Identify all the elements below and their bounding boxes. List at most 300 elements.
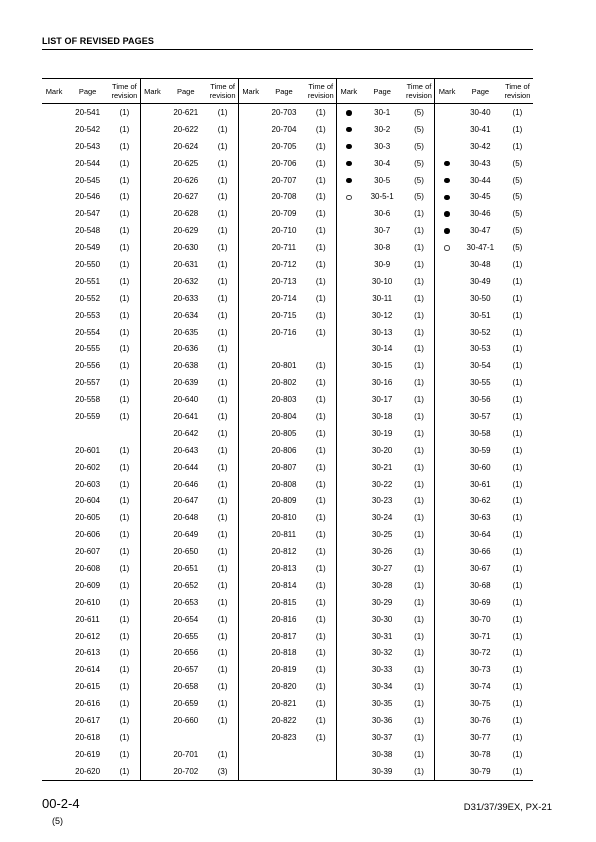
mark-cell xyxy=(238,172,262,189)
mark-cell xyxy=(140,256,164,273)
revision-cell: (1) xyxy=(315,175,326,185)
revision-cell: (1) xyxy=(315,699,326,709)
revision-cell: (1) xyxy=(217,479,228,489)
revision-cell: (1) xyxy=(512,496,523,506)
page-cell: 20-602 xyxy=(75,462,101,472)
mark-cell xyxy=(140,121,164,138)
mark-cell xyxy=(140,357,164,374)
mark-cell xyxy=(435,729,459,746)
page-cell: 30-51 xyxy=(470,310,491,320)
revision-cell: (5) xyxy=(512,158,523,168)
page-cell: 20-632 xyxy=(173,276,199,286)
page-cell xyxy=(262,746,305,763)
page-cell: 20-556 xyxy=(75,361,101,371)
page-cell: 20-629 xyxy=(173,226,199,236)
revision-cell: (1) xyxy=(217,513,228,523)
revision-cell: (1) xyxy=(217,276,228,286)
mark-cell xyxy=(337,492,361,509)
mark-cell xyxy=(435,239,459,256)
revision-cell: (1) xyxy=(119,614,130,624)
revision-cell: (1) xyxy=(414,378,424,388)
page-cell: 20-646 xyxy=(173,479,199,489)
mark-cell xyxy=(337,239,361,256)
mark-cell xyxy=(337,340,361,357)
page-cell: 20-702 xyxy=(164,763,207,780)
page-cell: 20-627 xyxy=(173,192,199,202)
revision-cell: (1) xyxy=(315,276,326,286)
page-cell: 20-631 xyxy=(173,259,199,269)
mark-cell xyxy=(42,256,66,273)
mark-cell xyxy=(238,340,262,357)
page-cell: 20-823 xyxy=(271,732,297,742)
page-cell: 30-61 xyxy=(470,479,491,489)
page-cell: 20-710 xyxy=(271,226,297,236)
mark-cell xyxy=(140,239,164,256)
page-cell: 20-819 xyxy=(271,665,297,675)
page-cell: 20-648 xyxy=(173,513,199,523)
revision-cell: (1) xyxy=(315,462,326,472)
page-cell: 30-77 xyxy=(470,732,491,742)
mark-cell xyxy=(435,695,459,712)
revision-cell: (1) xyxy=(315,310,326,320)
page-cell: 20-639 xyxy=(173,378,199,388)
page-cell: 20-603 xyxy=(75,479,101,489)
mark-cell xyxy=(140,391,164,408)
revision-cell: (1) xyxy=(119,749,130,759)
table-row xyxy=(42,645,533,662)
page-cell: 20-812 xyxy=(271,547,297,557)
page-cell: 20-641 xyxy=(173,411,199,421)
page-cell: 30-64 xyxy=(470,530,491,540)
page-cell: 30-16 xyxy=(371,378,393,388)
revision-cell: (1) xyxy=(119,192,130,202)
page-cell: 30-57 xyxy=(470,411,491,421)
page-cell: 20-555 xyxy=(75,344,101,354)
revision-cell: (1) xyxy=(217,395,228,405)
page-cell: 30-47-1 xyxy=(466,243,495,253)
page-cell: 30-37 xyxy=(371,732,393,742)
revision-cell: (1) xyxy=(315,411,326,421)
page-cell: 30-58 xyxy=(470,428,491,438)
mark-cell xyxy=(435,476,459,493)
mark-cell xyxy=(42,188,66,205)
mark-cell xyxy=(140,729,164,746)
revision-cell: (1) xyxy=(512,513,523,523)
page-cell: 30-24 xyxy=(371,513,393,523)
page-cell: 20-660 xyxy=(173,716,199,725)
revision-cell: (1) xyxy=(119,716,130,725)
page-cell: 30-62 xyxy=(470,496,491,506)
revision-cell: (1) xyxy=(315,530,326,540)
header-label-line-1: Time of xyxy=(210,82,235,91)
mark-cell xyxy=(435,172,459,189)
revision-cell: (1) xyxy=(119,361,130,371)
mark-cell xyxy=(42,357,66,374)
mark-cell xyxy=(42,340,66,357)
revision-cell: (1) xyxy=(119,631,130,641)
revision-cell: (1) xyxy=(217,158,228,168)
mark-cell xyxy=(435,442,459,459)
page-cell: 30-47 xyxy=(470,226,491,236)
revision-cell: (1) xyxy=(315,682,326,692)
page-cell: 30-33 xyxy=(371,665,393,675)
mark-cell xyxy=(238,476,262,493)
mark-cell xyxy=(42,509,66,526)
revision-cell: (1) xyxy=(512,276,523,286)
revision-cell: (1) xyxy=(512,462,523,472)
table-row xyxy=(42,509,533,526)
mark-cell xyxy=(140,408,164,425)
mark-cell xyxy=(337,425,361,442)
mark-cell xyxy=(238,763,262,780)
mark-cell xyxy=(435,374,459,391)
page-cell: 30-50 xyxy=(470,293,491,303)
page-cell: 20-804 xyxy=(271,411,297,421)
mark-cell xyxy=(435,746,459,763)
table-row xyxy=(42,121,533,138)
mark-cell xyxy=(238,205,262,222)
mark-cell xyxy=(42,121,66,138)
table-row xyxy=(42,408,533,425)
page-cell: 20-806 xyxy=(271,445,297,455)
mark-cell xyxy=(42,712,66,729)
mark-cell xyxy=(140,678,164,695)
page-cell: 30-42 xyxy=(470,141,491,151)
page-cell: 30-15 xyxy=(371,361,393,371)
revision-cell: (1) xyxy=(414,310,424,320)
revision-cell: (1) xyxy=(315,226,326,236)
mark-cell xyxy=(42,492,66,509)
revision-cell: (1) xyxy=(315,395,326,405)
table-row xyxy=(42,425,533,442)
page-cell: 30-38 xyxy=(371,749,393,759)
revision-cell: (1) xyxy=(217,327,228,337)
page-cell: 20-609 xyxy=(75,580,101,590)
filled-circle-mark-icon xyxy=(444,228,450,234)
mark-cell xyxy=(238,594,262,611)
mark-cell xyxy=(337,138,361,155)
mark-cell xyxy=(337,188,361,205)
mark-cell xyxy=(140,712,164,729)
page-cell: 30-70 xyxy=(470,614,491,624)
mark-cell xyxy=(435,560,459,577)
mark-cell xyxy=(140,611,164,628)
revision-cell: (1) xyxy=(315,243,326,253)
page-cell: 30-35 xyxy=(371,699,393,709)
header-label-line-2: revision xyxy=(307,91,334,100)
col-header-page: Page xyxy=(262,79,305,104)
revision-cell: (1) xyxy=(414,293,424,303)
mark-cell xyxy=(140,307,164,324)
mark-cell xyxy=(435,273,459,290)
mark-cell xyxy=(140,138,164,155)
mark-cell xyxy=(42,628,66,645)
revision-cell: (1) xyxy=(512,411,523,421)
title-divider xyxy=(42,49,533,50)
revision-cell: (1) xyxy=(217,631,228,641)
table-row xyxy=(42,307,533,324)
table-row xyxy=(42,543,533,560)
page-cell: 20-620 xyxy=(66,763,109,780)
revision-cell: (1) xyxy=(119,209,130,219)
filled-circle-mark-icon xyxy=(444,195,450,201)
mark-cell xyxy=(238,188,262,205)
mark-cell xyxy=(238,391,262,408)
page-cell: 30-8 xyxy=(374,243,391,253)
page-cell: 30-72 xyxy=(470,648,491,658)
revision-cell: (1) xyxy=(315,327,326,337)
revision-cell: (1) xyxy=(217,547,228,557)
table-row xyxy=(42,661,533,678)
mark-cell xyxy=(337,273,361,290)
mark-cell xyxy=(238,661,262,678)
table-row xyxy=(42,104,533,121)
revision-cell: (1) xyxy=(512,107,523,117)
mark-cell xyxy=(435,340,459,357)
col-header-mark: Mark xyxy=(435,79,459,104)
mark-cell xyxy=(337,577,361,594)
page-cell: 20-549 xyxy=(75,243,101,253)
revision-cell: (1) xyxy=(414,648,424,658)
mark-cell xyxy=(238,746,262,763)
mark-cell xyxy=(140,526,164,543)
revision-cell: (1) xyxy=(217,141,228,151)
mark-cell xyxy=(42,695,66,712)
mark-cell xyxy=(435,661,459,678)
mark-cell xyxy=(238,645,262,662)
table-row xyxy=(42,324,533,341)
col-header-time-of-revision xyxy=(502,79,533,104)
revision-cell: (1) xyxy=(512,293,523,303)
mark-cell xyxy=(435,526,459,543)
page-cell: 20-811 xyxy=(271,530,297,540)
page-cell: 30-53 xyxy=(470,344,491,354)
mark-cell xyxy=(337,645,361,662)
mark-cell xyxy=(140,509,164,526)
revision-cell: (1) xyxy=(217,580,228,590)
page-cell: 30-49 xyxy=(470,276,491,286)
revision-cell: (1) xyxy=(512,141,523,151)
revision-cell: (1) xyxy=(119,243,130,253)
mark-cell xyxy=(42,763,66,780)
page-cell: 30-7 xyxy=(374,226,391,236)
revision-cell: (1) xyxy=(217,648,228,658)
page-cell: 20-551 xyxy=(75,276,101,286)
page-cell: 20-820 xyxy=(271,682,297,692)
page-cell: 20-604 xyxy=(75,496,101,506)
revision-cell: (1) xyxy=(217,445,228,455)
revision-cell: (5) xyxy=(512,226,523,236)
mark-cell xyxy=(337,509,361,526)
page-cell: 20-821 xyxy=(271,699,297,709)
table-row xyxy=(42,611,533,628)
mark-cell xyxy=(42,476,66,493)
mark-cell xyxy=(435,611,459,628)
mark-cell xyxy=(42,290,66,307)
page-cell: 30-6 xyxy=(374,209,391,219)
revision-cell: (1) xyxy=(119,445,130,455)
page-cell: 20-545 xyxy=(75,175,101,185)
mark-cell xyxy=(238,121,262,138)
revision-cell: (1) xyxy=(315,361,326,371)
page-cell: 30-68 xyxy=(470,580,491,590)
page-cell: 20-707 xyxy=(271,175,297,185)
revision-cell: (5) xyxy=(414,175,424,185)
revision-cell: (1) xyxy=(119,411,130,421)
mark-cell xyxy=(435,425,459,442)
revision-cell: (3) xyxy=(207,763,238,780)
table-row xyxy=(42,746,533,763)
open-circle-mark-icon xyxy=(444,245,450,251)
page-cell: 30-27 xyxy=(371,563,393,573)
revision-cell: (1) xyxy=(512,445,523,455)
mark-cell xyxy=(42,324,66,341)
mark-cell xyxy=(337,746,361,763)
page-cell: 20-711 xyxy=(271,243,297,253)
page-cell: 30-56 xyxy=(470,395,491,405)
page-cell: 30-41 xyxy=(470,124,491,134)
revision-cell: (1) xyxy=(217,716,228,725)
revision-cell: (1) xyxy=(217,175,228,185)
mark-cell xyxy=(337,611,361,628)
page-cell: 30-67 xyxy=(470,563,491,573)
revision-cell: (1) xyxy=(119,293,130,303)
mark-cell xyxy=(42,459,66,476)
page-cell: 30-34 xyxy=(371,682,393,692)
revision-cell xyxy=(207,729,238,746)
col-header-time-of-revision xyxy=(306,79,337,104)
revision-cell: (1) xyxy=(315,732,326,742)
revision-cell: (5) xyxy=(512,209,523,219)
revision-cell: (5) xyxy=(414,107,424,117)
mark-cell xyxy=(140,104,164,121)
revision-cell: (1) xyxy=(119,580,130,590)
mark-cell xyxy=(42,408,66,425)
page-cell: 30-36 xyxy=(371,716,393,725)
revision-cell: (1) xyxy=(414,496,424,506)
open-circle-mark-icon xyxy=(346,195,352,201)
mark-cell xyxy=(140,222,164,239)
page-cell: 20-634 xyxy=(173,310,199,320)
page-cell: 20-704 xyxy=(271,124,297,134)
revision-cell: (1) xyxy=(512,665,523,675)
table-row xyxy=(42,391,533,408)
mark-cell xyxy=(42,307,66,324)
table-row xyxy=(42,138,533,155)
revision-cell: (1) xyxy=(512,614,523,624)
mark-cell xyxy=(42,594,66,611)
revision-cell xyxy=(306,763,337,780)
page-revision: (5) xyxy=(52,816,63,826)
revision-cell: (1) xyxy=(315,192,326,202)
page-cell: 30-1 xyxy=(374,107,391,117)
page-cell: 20-617 xyxy=(75,716,101,725)
revision-cell: (1) xyxy=(217,107,228,117)
mark-cell xyxy=(337,543,361,560)
page-cell: 30-21 xyxy=(371,462,393,472)
mark-cell xyxy=(337,763,361,780)
mark-cell xyxy=(337,678,361,695)
revision-cell: (1) xyxy=(217,749,228,759)
mark-cell xyxy=(337,476,361,493)
revision-cell: (1) xyxy=(217,597,228,607)
page-cell: 30-2 xyxy=(374,124,391,134)
mark-cell xyxy=(42,661,66,678)
revision-cell: (1) xyxy=(119,276,130,286)
revision-cell: (1) xyxy=(119,344,130,354)
mark-cell xyxy=(337,205,361,222)
model-name: D31/37/39EX, PX-21 xyxy=(463,802,552,813)
mark-cell xyxy=(435,357,459,374)
revision-cell: (1) xyxy=(414,749,424,759)
mark-cell xyxy=(238,526,262,543)
page-cell: 20-605 xyxy=(75,513,101,523)
mark-cell xyxy=(140,324,164,341)
mark-cell xyxy=(435,391,459,408)
page-cell: 20-708 xyxy=(271,192,297,202)
page-cell: 30-26 xyxy=(371,547,393,557)
mark-cell xyxy=(238,577,262,594)
revision-cell: (1) xyxy=(315,563,326,573)
page-cell: 20-544 xyxy=(75,158,101,168)
mark-cell xyxy=(42,239,66,256)
page-cell: 30-40 xyxy=(470,107,491,117)
mark-cell xyxy=(337,442,361,459)
revision-cell: (1) xyxy=(119,327,130,337)
table-row xyxy=(42,577,533,594)
page-cell: 20-543 xyxy=(75,141,101,151)
page-cell: 20-818 xyxy=(271,648,297,658)
mark-cell xyxy=(337,222,361,239)
page-cell: 20-558 xyxy=(75,395,101,405)
revision-cell: (1) xyxy=(414,665,424,675)
mark-cell xyxy=(337,408,361,425)
revision-cell: (1) xyxy=(414,209,424,219)
revision-cell xyxy=(306,746,337,763)
mark-cell xyxy=(140,560,164,577)
page-cell: 30-9 xyxy=(374,259,391,269)
page-cell: 20-630 xyxy=(173,243,199,253)
page-cell: 30-30 xyxy=(371,614,393,624)
col-header-mark: Mark xyxy=(337,79,361,104)
page-cell: 20-643 xyxy=(173,445,199,455)
page-cell: 20-803 xyxy=(271,395,297,405)
mark-cell xyxy=(42,645,66,662)
mark-cell xyxy=(435,712,459,729)
page-cell: 20-801 xyxy=(271,361,297,371)
revision-cell: (1) xyxy=(414,276,424,286)
revision-cell: (1) xyxy=(414,226,424,236)
revision-cell: (1) xyxy=(217,310,228,320)
mark-cell xyxy=(435,138,459,155)
page-cell: 20-815 xyxy=(271,597,297,607)
mark-cell xyxy=(337,172,361,189)
table-row xyxy=(42,594,533,611)
col-header-mark: Mark xyxy=(140,79,164,104)
revision-cell: (1) xyxy=(512,395,523,405)
revision-cell: (1) xyxy=(315,614,326,624)
mark-cell xyxy=(140,155,164,172)
header-label-line-2: revision xyxy=(504,91,531,100)
page-cell: 30-75 xyxy=(470,699,491,709)
mark-cell xyxy=(140,543,164,560)
revision-cell: (1) xyxy=(512,124,523,134)
revision-cell: (1) xyxy=(217,243,228,253)
page-cell: 20-647 xyxy=(173,496,199,506)
mark-cell xyxy=(435,188,459,205)
revision-cell: (1) xyxy=(414,732,424,742)
mark-cell xyxy=(42,425,66,442)
